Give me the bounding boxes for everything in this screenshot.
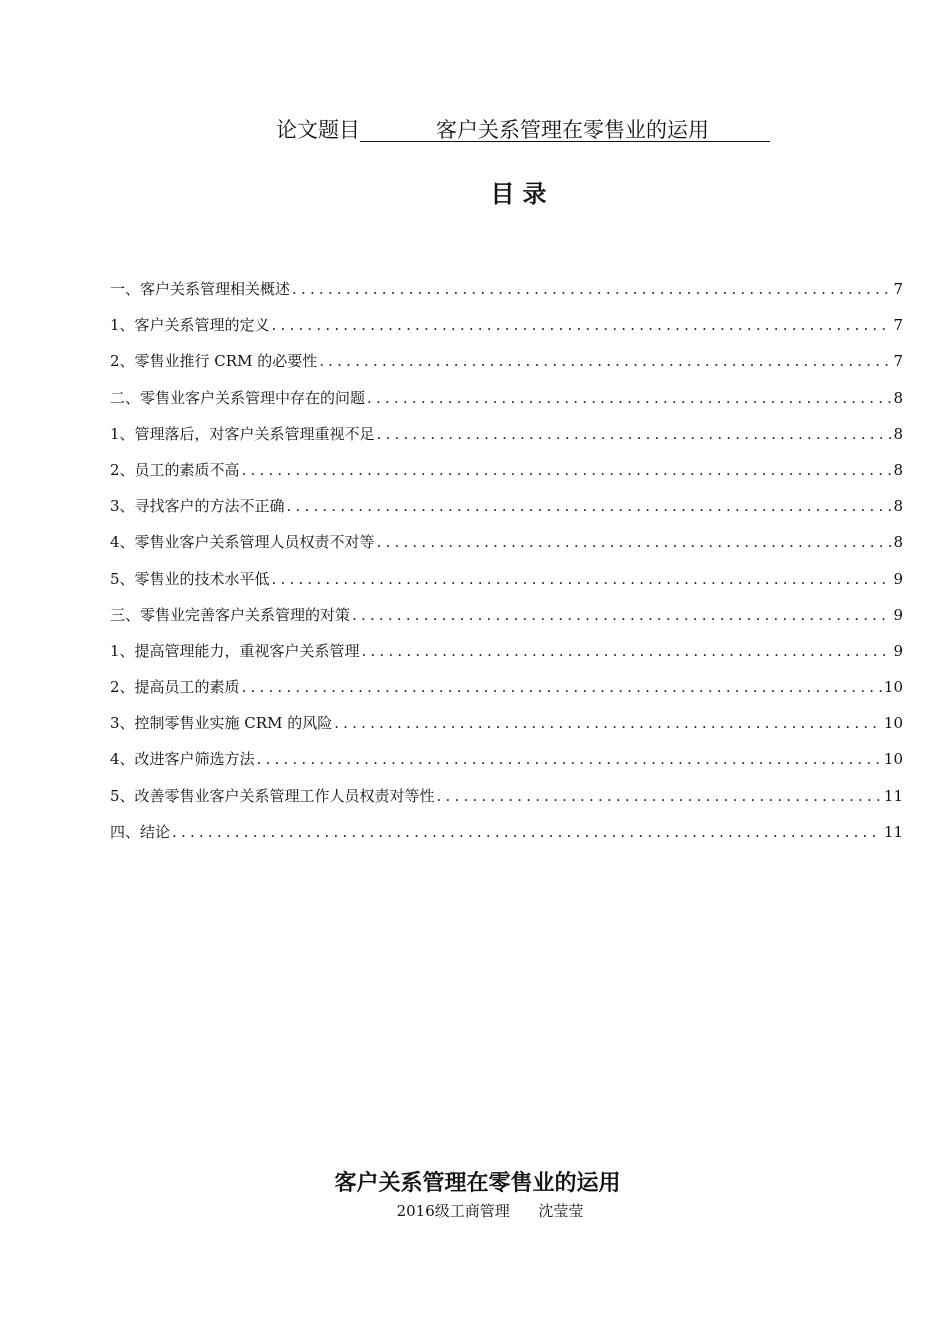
toc-entry-text: 2、零售业推行 CRM 的必要性	[110, 352, 318, 371]
toc-entry-page: 8	[893, 460, 903, 479]
toc-heading: 目录	[490, 180, 555, 208]
toc-entry[interactable]	[110, 821, 903, 857]
toc-entry-page: 8	[893, 424, 903, 443]
toc-entry-page: 8	[893, 388, 903, 407]
paper-title: 客户关系管理在零售业的运用	[334, 1171, 621, 1196]
toc-leader-dots	[287, 497, 892, 515]
toc-leader-dots	[272, 570, 892, 588]
toc-entry-text: 4、改进客户筛选方法	[110, 750, 255, 769]
toc-entry-text: 1、提高管理能力，重视客户关系管理	[110, 641, 360, 660]
toc-leader-dots	[292, 280, 891, 298]
toc-leader-dots	[352, 606, 891, 624]
thesis-title-label: 论文题目	[276, 118, 360, 142]
toc-entry-text: 一、客户关系管理相关概述	[110, 280, 291, 298]
toc-leader-dots	[437, 787, 882, 805]
toc-entry[interactable]	[110, 568, 903, 604]
toc-entry-page: 7	[893, 316, 903, 335]
toc-leader-dots	[377, 425, 892, 443]
toc-entry-page: 11	[883, 822, 903, 841]
toc-entry[interactable]	[110, 459, 903, 495]
toc-leader-dots	[367, 389, 891, 407]
toc-entry-page: 9	[893, 641, 903, 660]
toc-entry[interactable]	[110, 748, 903, 784]
toc-entry[interactable]	[110, 423, 903, 459]
toc-leader-dots	[362, 642, 892, 660]
toc-entry[interactable]	[110, 387, 903, 423]
toc-entry[interactable]	[110, 495, 903, 531]
toc-entry-text: 四、结论	[110, 822, 171, 841]
toc-entry[interactable]	[110, 712, 903, 748]
toc-entry-page: 8	[893, 497, 903, 516]
toc-leader-dots	[334, 714, 882, 732]
toc-entry[interactable]	[110, 640, 903, 676]
toc-leader-dots	[377, 533, 892, 551]
toc-leader-dots	[242, 678, 882, 696]
toc-entry[interactable]	[110, 785, 903, 821]
toc-entry-page: 11	[883, 786, 903, 805]
toc-entry-page: 10	[883, 678, 903, 697]
toc-entry-text: 2、员工的素质不高	[110, 460, 240, 479]
toc-entry-page: 10	[883, 714, 903, 733]
thesis-title-value: 客户关系管理在零售业的运用	[360, 114, 770, 142]
toc-leader-dots	[172, 823, 882, 841]
toc-entry-text: 二、零售业客户关系管理中存在的问题	[110, 388, 366, 407]
toc-entry-page: 7	[893, 280, 903, 298]
toc-entry-page: 9	[893, 569, 903, 588]
toc-entry-text: 5、零售业的技术水平低	[110, 569, 270, 588]
toc-entry[interactable]	[110, 350, 903, 386]
toc-entry-page: 10	[883, 750, 903, 769]
toc-entry[interactable]	[110, 314, 903, 350]
toc-leader-dots	[242, 461, 892, 479]
paper-byline: 2016级工商管理 沈莹莹	[396, 1202, 584, 1220]
toc-entry-page: 9	[893, 605, 903, 624]
toc-entry[interactable]	[110, 604, 903, 640]
toc-leader-dots	[257, 750, 882, 768]
toc-entry-text: 三、零售业完善客户关系管理的对策	[110, 605, 351, 624]
toc-entry[interactable]	[110, 676, 903, 712]
toc-leader-dots	[319, 352, 891, 370]
thesis-title-line	[276, 114, 796, 146]
toc-entry-text: 5、改善零售业客户关系管理工作人员权责对等性	[110, 786, 435, 805]
toc-leader-dots	[272, 316, 892, 334]
toc-entry-text: 1、客户关系管理的定义	[110, 316, 270, 335]
toc-entry-text: 3、寻找客户的方法不正确	[110, 497, 285, 516]
toc-entry-page: 7	[893, 352, 903, 371]
toc-entry[interactable]	[110, 531, 903, 567]
toc-entry[interactable]	[110, 278, 903, 314]
toc-entry-text: 3、控制零售业实施 CRM 的风险	[110, 714, 333, 733]
toc-entry-page: 8	[893, 533, 903, 552]
toc-entry-text: 2、提高员工的素质	[110, 678, 240, 697]
toc-entry-text: 1、管理落后，对客户关系管理重视不足	[110, 424, 375, 443]
table-of-contents	[110, 278, 903, 857]
toc-entry-text: 4、零售业客户关系管理人员权责不对等	[110, 533, 375, 552]
